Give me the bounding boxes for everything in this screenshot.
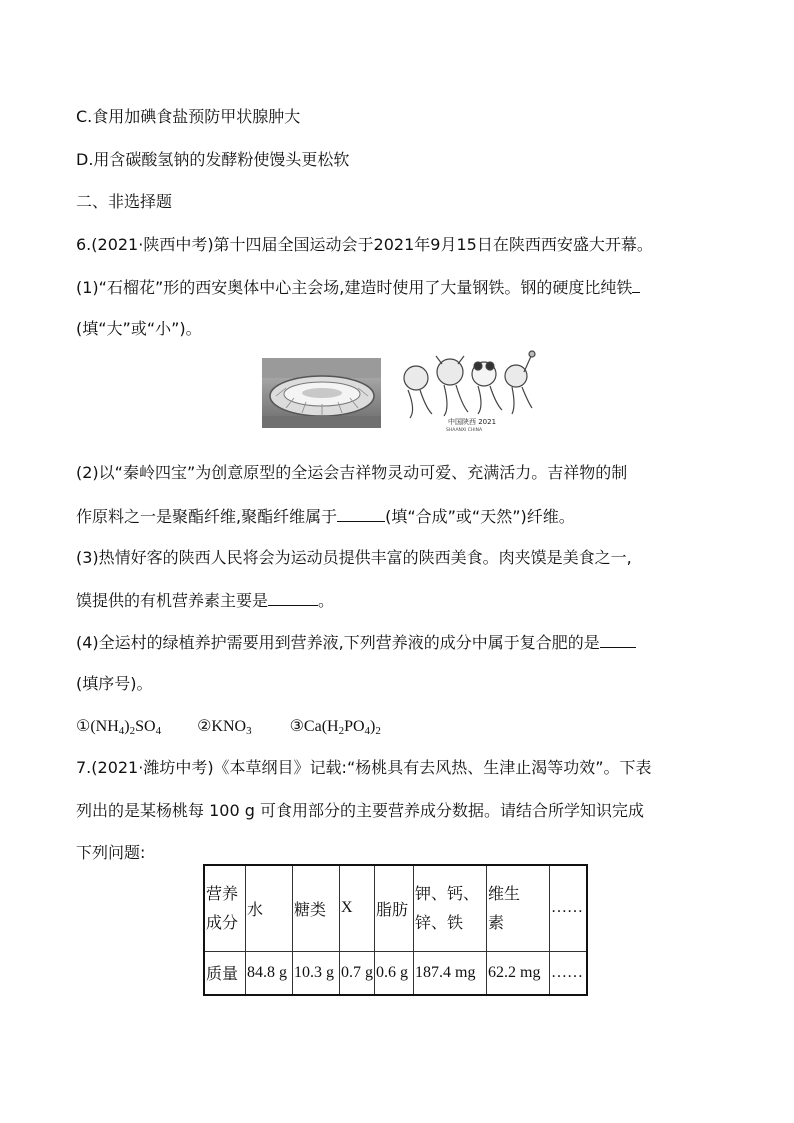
q7-line3: 下列问题: (76, 843, 146, 862)
table-cell: …… (550, 951, 588, 995)
q6-choices (76, 716, 381, 738)
q6-part4-line2: (填序号)。 (76, 674, 153, 693)
q6-part3-line1: (3)热情好客的陕西人民将会为运动员提供丰富的陕西美食。肉夹馍是美食之一, (76, 548, 632, 567)
table-header-cell: 维生 素 (487, 865, 550, 951)
stadium-photo (262, 358, 381, 428)
mascot-logo-text: 中国陕西 2021 (448, 418, 497, 426)
table-header-cell: 水 (246, 865, 293, 951)
q7-line2: 列出的是某杨桃每 100 g 可食用部分的主要营养成分数据。请结合所学知识完成 (76, 801, 644, 820)
q6-part3-tail: 。 (318, 591, 335, 610)
table-header-cell: …… (550, 865, 588, 951)
q6-part4-text: (4)全运村的绿植养护需要用到营养液,下列营养液的成分中属于复合肥的是 (76, 633, 600, 652)
answer-blank[interactable] (268, 589, 318, 606)
table-cell: 187.4 mg (414, 951, 487, 995)
q6-part1-line2: (填“大”或“小”)。 (76, 319, 202, 338)
table-cell: 62.2 mg (487, 951, 550, 995)
table-cell: 0.6 g (375, 951, 414, 995)
table-cell: 质量 (204, 951, 246, 995)
q6-part2-line1: (2)以“秦岭四宝”为创意原型的全运会吉祥物灵动可爱、充满活力。吉祥物的制 (76, 463, 628, 482)
table-header-cell: 钾、钙、 锌、铁 (414, 865, 487, 951)
answer-blank[interactable] (600, 631, 636, 648)
q6-part2-line2 (76, 505, 575, 528)
answer-blank[interactable] (337, 505, 385, 522)
table-header-cell: 糖类 (293, 865, 340, 951)
nutrition-table (203, 864, 588, 996)
table-row (204, 865, 587, 951)
q6-stem: 6.(2021·陕西中考)第十四届全国运动会于2021年9月15日在陕西西安盛大开幕。 (76, 235, 653, 254)
q6-part3-line2 (76, 589, 334, 612)
mascot-logo-en: SHAANXI CHINA (446, 428, 483, 432)
q6-part1-text: (1)“石榴花”形的西安奥体中心主会场,建造时使用了大量钢铁。钢的硬度比纯铁 (76, 278, 633, 297)
q6-part2-text: 作原料之一是聚酯纤维,聚酯纤维属于 (76, 507, 338, 526)
choice-2: $②KNO_3$ (197, 718, 252, 737)
table-header-cell: X (340, 865, 375, 951)
q6-part1-line1 (76, 276, 640, 299)
mascots-image (392, 350, 542, 432)
q6-part2-tail: (填“合成”或“天然”)纤维。 (385, 507, 575, 526)
table-header-cell: 营养 成分 (204, 865, 246, 951)
answer-blank[interactable] (632, 276, 640, 293)
section-heading: 二、非选择题 (76, 192, 173, 211)
table-cell: 84.8 g (246, 951, 293, 995)
table-row (204, 951, 587, 995)
choice-3: $③Ca(H_2PO_4)_2$ (289, 718, 381, 737)
table-header-cell: 脂肪 (375, 865, 414, 951)
q6-part3-text: 馍提供的有机营养素主要是 (76, 591, 269, 610)
option-d: D.用含碳酸氢钠的发酵粉使馒头更松软 (76, 150, 350, 169)
choice-1: $①(NH_4)_2SO_4$ (76, 718, 162, 737)
table-cell: 0.7 g (340, 951, 375, 995)
table-cell: 10.3 g (293, 951, 340, 995)
option-c: C.食用加碘食盐预防甲状腺肿大 (76, 107, 301, 126)
q6-part4-line1 (76, 631, 636, 654)
q7-line1: 7.(2021·潍坊中考)《本草纲目》记载:“杨桃具有去风热、生津止渴等功效”。下表 (76, 758, 652, 777)
